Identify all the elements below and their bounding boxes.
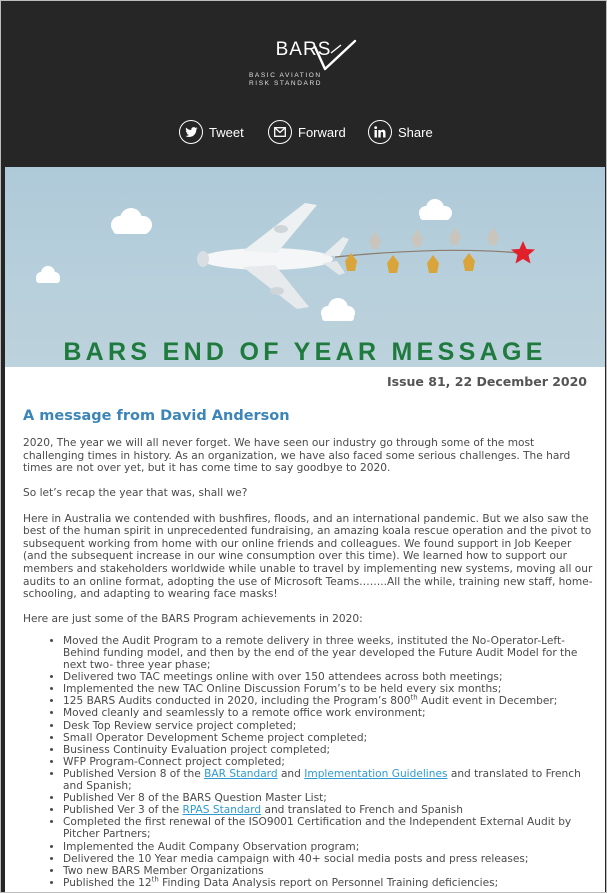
twitter-icon bbox=[179, 120, 203, 144]
list-item: • Delivered the 10 Year media campaign with 40+ social media posts and press releases; bbox=[63, 853, 593, 865]
logo-subtitle-line1: BASIC AVIATION bbox=[249, 72, 322, 79]
list-item-text: Published the 12 bbox=[63, 876, 152, 889]
forward-button[interactable] bbox=[268, 119, 346, 145]
envelope-icon bbox=[268, 120, 292, 144]
reindeer-icon bbox=[345, 253, 475, 273]
cloud-icon bbox=[111, 208, 152, 234]
logo-check-icon bbox=[311, 39, 363, 75]
list-item-text: and translated to French and Spanish bbox=[261, 804, 463, 817]
list-item-text: Finding Data Analysis report on Personnel Training deficiencies; bbox=[158, 876, 499, 889]
paragraph: 2020, The year we will all never forget. We have seen our industry go through some of the most challenging times in history. As an organization, we have also faced some serious challenges. The hard times are not over yet, but it has come time to say goodbye to 2020. bbox=[23, 437, 571, 475]
cloud-icon bbox=[419, 199, 452, 220]
list-item-text: 125 BARS Audits conducted in 2020, including the Program’s 800 bbox=[63, 695, 411, 708]
linkedin-icon bbox=[368, 120, 392, 144]
issue-label: Issue 81, 22 December 2020 bbox=[387, 374, 587, 389]
list-item bbox=[63, 877, 593, 889]
list-item-text: Published Version 8 of the bbox=[63, 767, 205, 780]
achievements-list bbox=[23, 635, 593, 889]
bars-logo bbox=[1, 39, 606, 61]
share-button[interactable] bbox=[368, 119, 433, 145]
implementation-guidelines-link[interactable]: Implementation Guidelines bbox=[304, 767, 448, 780]
list-item: • Published Ver 8 of the BARS Question Master List; bbox=[63, 792, 593, 804]
list-item: • WFP Program-Connect project completed; bbox=[63, 756, 593, 768]
cloud-icon bbox=[321, 298, 355, 321]
list-item: • Moved cleanly and seamlessly to a remote office work environment; bbox=[63, 707, 593, 719]
list-item bbox=[63, 768, 593, 792]
paragraph: So let’s recap the year that was, shall we? bbox=[23, 487, 248, 500]
list-item-text: and translated to French and Spanish; bbox=[63, 767, 581, 793]
bar-standard-link[interactable]: BAR Standard bbox=[204, 767, 278, 780]
list-item: • Implemented the Audit Company Observation program; bbox=[63, 841, 593, 853]
list-item: • Delivered two TAC meetings online with over 150 attendees across both meetings; bbox=[63, 671, 593, 683]
rpas-standard-link[interactable]: RPAS Standard bbox=[182, 804, 262, 817]
forward-label: Forward bbox=[298, 124, 346, 140]
message-text bbox=[23, 437, 593, 889]
message-title: A message from David Anderson bbox=[23, 408, 290, 424]
list-item: • Small Operator Development Scheme project completed; bbox=[63, 732, 593, 744]
list-item bbox=[63, 804, 593, 816]
list-item: • Business Continuity Evaluation project completed; bbox=[63, 744, 593, 756]
list-item: • Desk Top Review service project completed; bbox=[63, 720, 593, 732]
paragraph: Here in Australia we contended with bushfires, floods, and an international pandemic. But we also saw the best of the human spirit in unprecedented fundraising, an amazing koala rescue operation and the pivot to subsequent working from home with our online friends and colleagues. We found support in Job Keeper (and the subsequent increase in our wine consumption over this time). We learned how to support our members and stakeholders worldwide while unable to travel by implementing new systems, moving all our audits to an online format, adopting the use of Microsoft Teams……..All the while, training new staff, home-schooling, and adapting to wearing face masks! bbox=[23, 512, 593, 601]
reindeer-icon bbox=[369, 227, 499, 249]
list-item: • Moved the Audit Program to a remote delivery in three weeks, instituted the No-Operator-Left-Behind funding model, and then by the end of the year developed the Future Audit Model for the next two- three year phase; bbox=[63, 635, 593, 671]
logo-wordmark: BARS bbox=[275, 39, 332, 60]
list-item: • Implemented the new TAC Online Discussion Forum’s to be held every six months; bbox=[63, 683, 593, 695]
message-body bbox=[5, 367, 605, 893]
superscript: th bbox=[151, 875, 159, 884]
paragraph: Here are just some of the BARS Program achievements in 2020: bbox=[23, 613, 363, 626]
list-item-text: Audit event in December; bbox=[417, 695, 558, 708]
share-label: Share bbox=[398, 124, 433, 140]
tweet-button[interactable] bbox=[179, 119, 244, 145]
cloud-icon bbox=[36, 266, 60, 283]
list-item: • Two new BARS Member Organizations bbox=[63, 865, 593, 877]
logo-subtitle-line2: RISK STANDARD bbox=[249, 80, 323, 87]
list-item-text: Published Ver 3 of the bbox=[63, 804, 183, 817]
tweet-label: Tweet bbox=[209, 124, 244, 140]
share-bar bbox=[1, 119, 606, 145]
list-item bbox=[63, 695, 593, 707]
airplane-icon bbox=[197, 203, 349, 309]
star-icon bbox=[511, 241, 535, 264]
superscript: th bbox=[410, 693, 418, 702]
hero-title: BARS END OF YEAR MESSAGE bbox=[63, 338, 547, 366]
logo-subtitle bbox=[249, 72, 364, 88]
list-item-text: and bbox=[277, 767, 305, 780]
list-item: • Completed the first renewal of the ISO9001 Certification and the Independent External Audit by Pitcher Partners; bbox=[63, 816, 593, 840]
hero-banner bbox=[5, 167, 605, 367]
